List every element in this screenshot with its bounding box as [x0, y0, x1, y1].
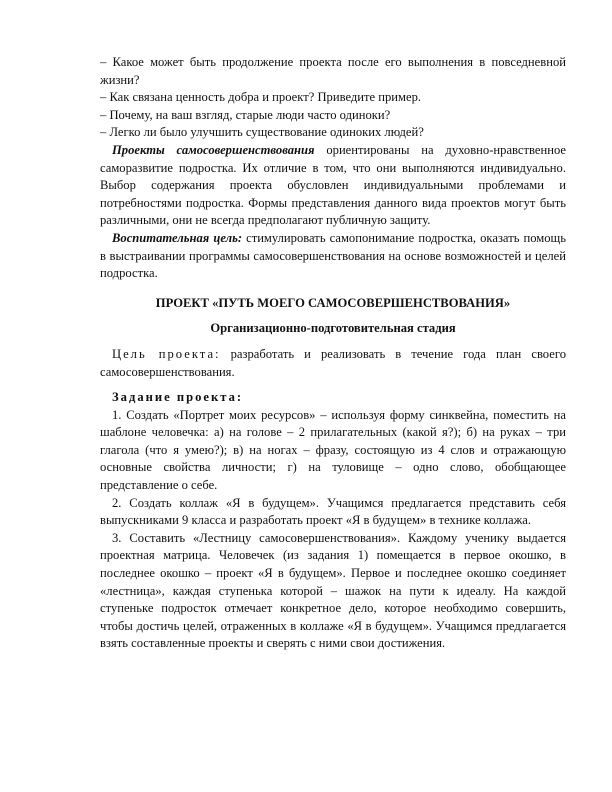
- question-4: – Легко ли было улучшить существование одиноких людей?: [100, 125, 424, 140]
- project-title: ПРОЕКТ «ПУТЬ МОЕГО САМОСОВЕРШЕНСТВОВАНИЯ»: [155, 295, 511, 310]
- task-2: 2. Создать коллаж «Я в будущем». Учащимся предлагается представить себя выпускниками 9 класса и разработать проект «Я в будущем» в технике коллажа.: [100, 495, 566, 528]
- document-page: [100, 54, 566, 653]
- educational-goal-paragraph: [100, 230, 566, 283]
- task-title: Задание проекта:: [112, 390, 244, 405]
- task-3: 3. Составить «Лестницу самосовершенствования». Каждому ученику выдается проектная матрица. Человечек (из задания 1) помещается в первое окошко, в последнее окошко – проект «Я в будущем». Первое и последнее окошко соединяет «лестница», каждая ступенька которой – шажок на пути к идеалу. На каждой ступеньке подросток отмечает конкретное дело, которое необходимо совершить, чтобы достичь целей, отраженных в коллаже «Я в будущем». Учащимся предлагается взять составленные проекты и сверять с ними свои достижения.: [100, 530, 566, 651]
- self-improvement-lead: Проекты самосовершенствования: [112, 142, 315, 157]
- self-improvement-text: ориентированы на духовно-нравственное саморазвитие подростка. Их отличие в том, что они выполняются индивидуально. Выбор содержания проекта обусловлен индивидуальными проблемами и потребностями подростка. Формы представления данного вида проектов могут быть различными, они не всегда предполагают публичную защиту.: [100, 142, 566, 228]
- project-goal-paragraph: [100, 346, 566, 381]
- stage-title: Организационно-подготовительная стадия: [210, 321, 456, 336]
- question-1: – Какое может быть продолжение проекта после его выполнения в повседневной жизни?: [100, 55, 566, 87]
- question-2: – Как связана ценность добра и проект? Приведите пример.: [100, 90, 422, 105]
- spacer: [100, 312, 566, 320]
- educational-goal-lead: Воспитательная цель:: [112, 230, 243, 245]
- educational-goal-text: стимулировать самопонимание подростка, оказать помощь в выстраивании программы самосовершенствования на основе возможностей и целей подростка.: [100, 230, 566, 281]
- self-improvement-paragraph: [100, 142, 566, 230]
- spacer: [100, 381, 566, 389]
- task-1: 1. Создать «Портрет моих ресурсов» – используя форму синквейна, поместить на шаблоне человечка: а) на голове – 2 прилагательных (какой я?); б) на руках – три глагола (что я умею?); в) на ногах – фразу, состоящую из 4 слов и отражающую основные свойства личности; г) на туловище – одно слово, обобщающее представление о себе.: [100, 407, 566, 493]
- spacer: [100, 338, 566, 346]
- project-goal-lead: Цель проекта:: [112, 346, 221, 361]
- question-3: – Почему, на ваш взгляд, старые люди часто одиноки?: [100, 107, 391, 122]
- project-goal-text: разработать и реализовать в течение года план своего самосовершенствования.: [100, 346, 566, 379]
- spacer: [100, 283, 566, 295]
